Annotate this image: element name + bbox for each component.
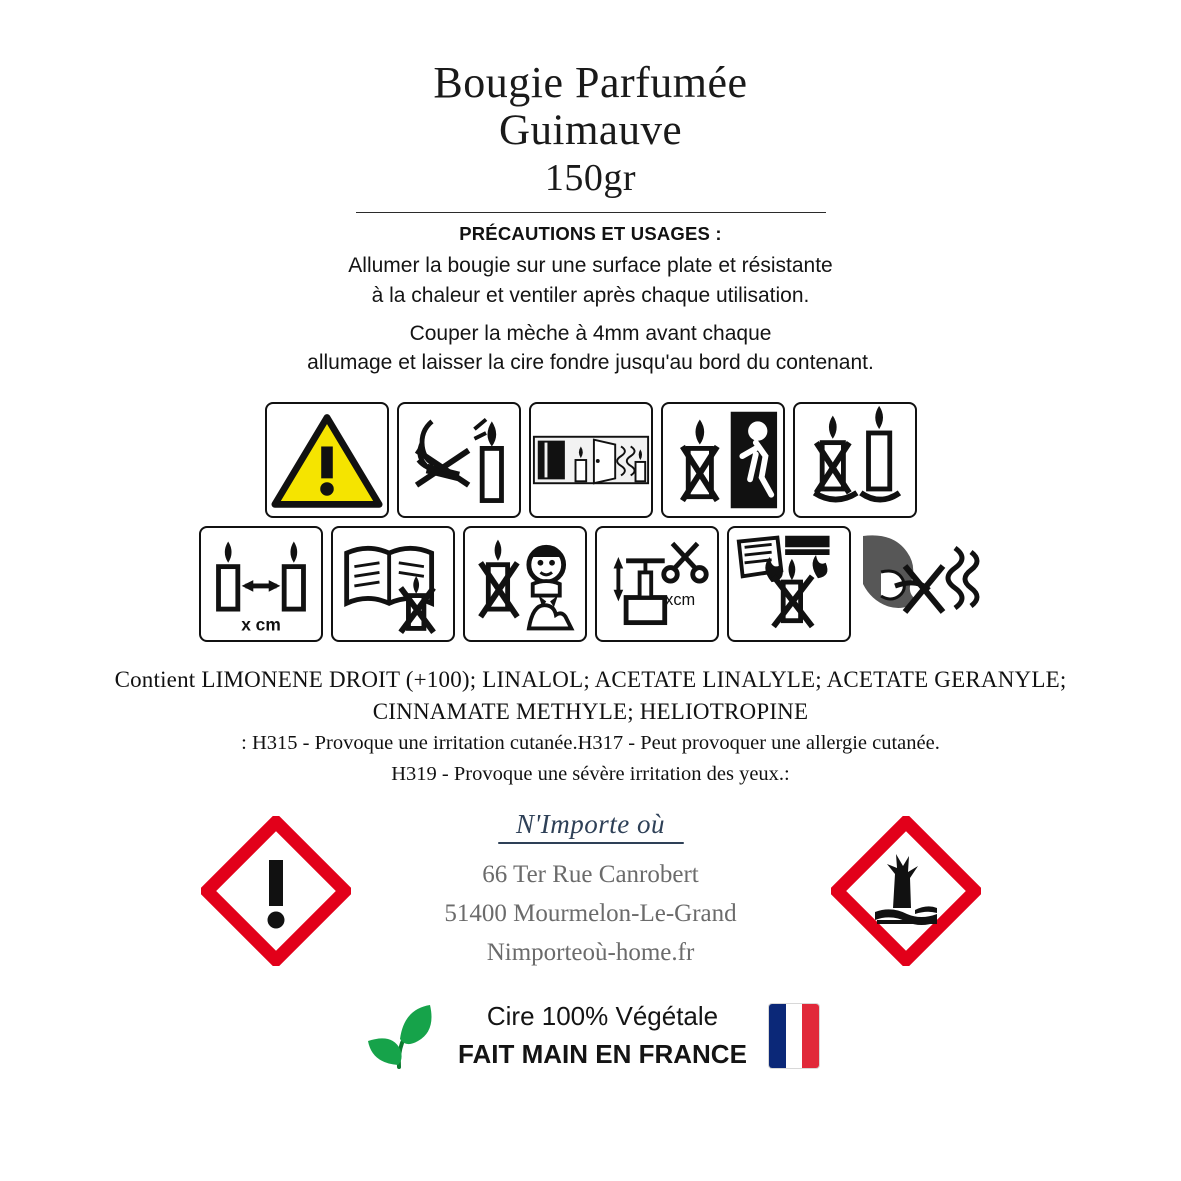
hazard-statement-2: H319 - Provoque une sévère irritation des yeux.: xyxy=(391,763,790,786)
precautions-heading: PRÉCAUTIONS ET USAGES : xyxy=(459,222,722,244)
spacer xyxy=(60,311,1121,319)
flag-band-white xyxy=(786,1004,803,1068)
keep-away-from-children-and-pets-icon xyxy=(463,526,587,642)
brand-underline xyxy=(498,842,684,844)
footer-text xyxy=(458,998,747,1073)
ghs-and-brand-row xyxy=(0,809,1181,972)
precautions-line-3: Couper la mèche à 4mm avant chaque xyxy=(409,321,772,345)
keep-away-from-draughts-icon xyxy=(529,402,653,518)
pictogram-grid xyxy=(0,402,1181,642)
product-title-line1: Bougie Parfumée xyxy=(433,58,748,107)
pictogram-row-2 xyxy=(199,526,983,642)
keep-away-from-flammable-materials-icon xyxy=(727,526,851,642)
read-instructions-icon xyxy=(331,526,455,642)
flag-band-blue xyxy=(769,1004,786,1068)
brand-block xyxy=(411,809,771,972)
flag-band-red xyxy=(802,1004,819,1068)
ingredients-line-1: Contient LIMONENE DROIT (+100); LINALOL; ACETATE LINALYLE; ACETATE GERANYLE; xyxy=(114,667,1067,693)
product-weight: 150gr xyxy=(544,157,637,200)
ingredients-line-2: CINNAMATE METHYLE; HELIOTROPINE xyxy=(372,698,809,724)
precautions-line-1: Allumer la bougie sur une surface plate et résistante xyxy=(348,253,833,277)
svg-text:xcm: xcm xyxy=(664,591,695,610)
do-not-move-burning-candle-icon xyxy=(661,402,785,518)
leaf-icon xyxy=(362,999,436,1073)
footer-line-2: FAIT MAIN EN FRANCE xyxy=(458,1039,747,1070)
pictogram-row-1 xyxy=(265,402,917,518)
brand-name: N'Importe où xyxy=(515,809,665,840)
ghs09-environment-pictogram xyxy=(831,816,981,966)
svg-text:x cm: x cm xyxy=(240,614,281,635)
brand-address-line-1: 66 Ter Rue Canrobert xyxy=(482,861,699,889)
title-block xyxy=(0,0,1181,200)
ingredients-section xyxy=(0,664,1181,791)
hazard-statement-1: : H315 - Provoque une irritation cutanée.H317 - Peut provoquer une allergie cutanée. xyxy=(241,731,940,754)
divider xyxy=(356,212,826,213)
precautions-line-4: allumage et laisser la cire fondre jusqu'au bord du contenant. xyxy=(307,351,874,375)
do-not-inhale-smoke-icon xyxy=(859,526,983,642)
keep-distance-between-candles-icon xyxy=(199,526,323,642)
precautions-line-2: à la chaleur et ventiler après chaque utilisation. xyxy=(371,283,810,307)
do-not-let-candle-burn-out-icon xyxy=(793,402,917,518)
french-flag-icon xyxy=(769,1004,819,1068)
trim-wick-icon xyxy=(595,526,719,642)
warning-triangle-icon xyxy=(265,402,389,518)
brand-address-line-2: 51400 Mourmelon-Le-Grand xyxy=(444,899,737,927)
footer-line-1: Cire 100% Végétale xyxy=(486,1001,719,1032)
brand-website: Nimporteoù-home.fr xyxy=(486,938,695,966)
do-not-blow-out-candle-icon xyxy=(397,402,521,518)
product-title-line2: Guimauve xyxy=(498,107,683,155)
footer-row xyxy=(0,998,1181,1073)
ghs07-exclamation-mark-pictogram xyxy=(201,816,351,966)
precautions-section xyxy=(0,223,1181,378)
